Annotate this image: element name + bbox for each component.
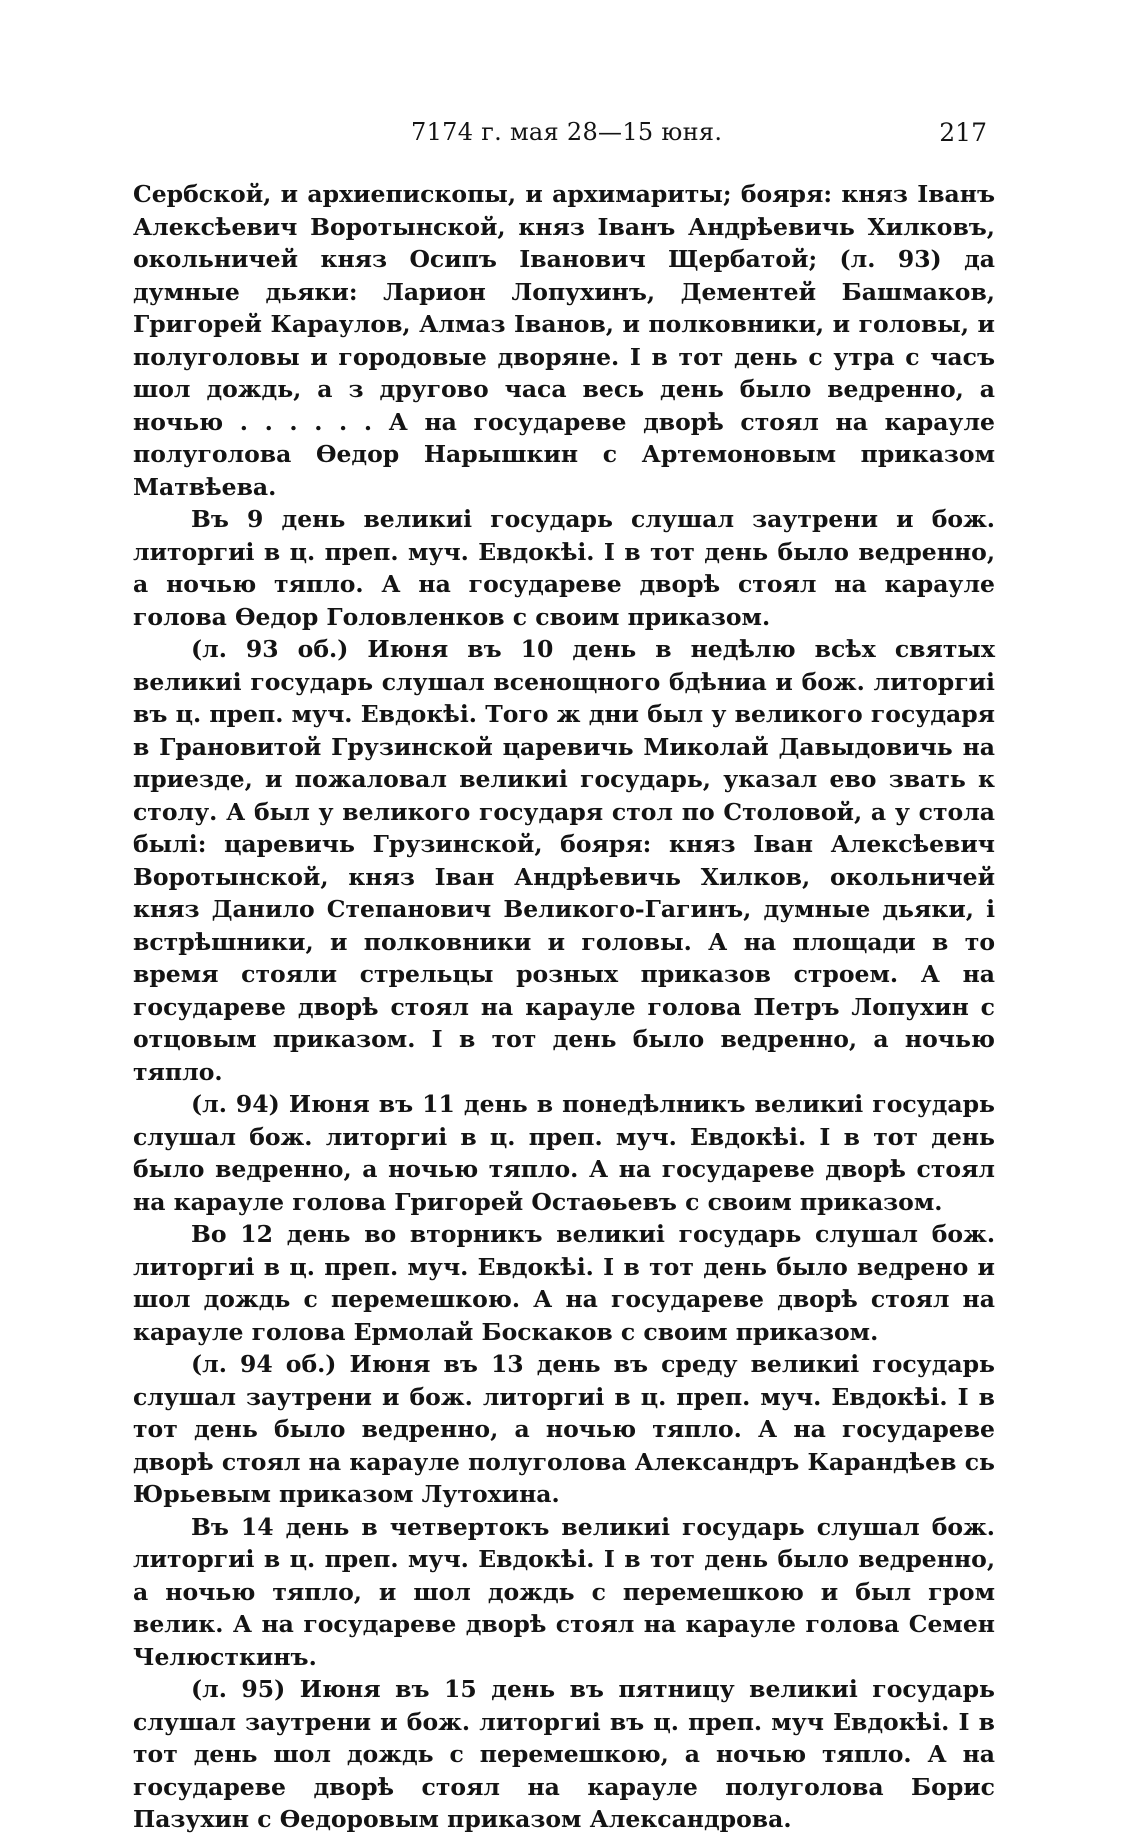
running-head-title: 7174 г. мая 28—15 юня. <box>411 118 723 146</box>
paragraph-day-15: (л. 95) Июня въ 15 день въ пятницу великиі государь слушал заутрени и бож. литоргиі въ ц. преп. муч Евдокѣі. І в тот день шол дождь с перемешкою, а ночью тяпло. А на государеве дворѣ стоял на карауле полуголова Борис Пазухин с Өедоровым приказом Александрова. <box>133 1675 995 1833</box>
paragraph-day-10: (л. 93 об.) Июня въ 10 день в недѣлю всѣх святых великиі государь слушал всенощного бдѣниа и бож. литоргиі въ ц. преп. муч. Евдокѣі. Того ж дни был у великого государя в Грановитой Грузинской царевичь Миколай Давыдовичь на приезде, и пожаловал великиі государь, указал ево звать к столу. А был у великого государя стол по Столовой, а у стола былі: царевичь Грузинской, бояря: княз Іван Алексѣевич Воротынской, княз Іван Андрѣевичь Хилков, окольничей княз Данило Степанович Великого-Гагинъ, думные дьяки, і встрѣшники, и полковники и головы. А на площади в то время стояли стрельцы розных приказов строем. А на государеве дворѣ стоял на карауле голова Петръ Лопухин с отцовым приказом. І в тот день было ведренно, а ночью тяпло. <box>133 635 995 1086</box>
text-body <box>133 178 995 1836</box>
paragraph-continuation: Сербской, и архиепископы, и архимариты; бояря: княз Іванъ Алексѣевич Воротынской, княз Іванъ Андрѣевичь Хилковъ, окольничей княз Осипъ Іванович Щербатой; (л. 93) да думные дьяки: Ларион Лопухинъ, Дементей Башмаков, Григорей Караулов, Алмаз Іванов, и полковники, и головы, и полуголовы и городовые дворяне. І в тот день с утра с часъ шол дождь, а з другово часа весь день было ведренно, а ночью . . . . . . А на государеве дворѣ стоял на карауле полуголова Өедор Нарышкин с Артемоновым приказом Матвѣева. <box>133 180 995 501</box>
paragraph-day-12: Во 12 день во вторникъ великиі государь слушал бож. литоргиі в ц. преп. муч. Евдокѣі. І в тот день было ведрено и шол дождь с перемешкою. А на государеве дворѣ стоял на карауле голова Ермолай Боскаков с своим приказом. <box>133 1220 995 1346</box>
paragraph-day-14: Въ 14 день в четвертокъ великиі государь слушал бож. литоргиі в ц. преп. муч. Евдокѣі. І в тот день было ведренно, а ночью тяпло, и шол дождь с перемешкою и был гром велик. А на государеве дворѣ стоял на карауле голова Семен Челюсткинъ. <box>133 1512 995 1671</box>
running-head <box>133 118 995 152</box>
paragraph-day-11: (л. 94) Июня въ 11 день в понедѣлникъ великиі государь слушал бож. литоргиі в ц. преп. муч. Евдокѣі. І в тот день было ведренно, а ночью тяпло. А на государеве дворѣ стоял на карауле голова Григорей Остаөьевъ с своим приказом. <box>133 1090 995 1216</box>
paragraph-day-9: Въ 9 день великиі государь слушал заутрени и бож. литоргиі в ц. преп. муч. Евдокѣі. І в тот день было ведренно, а ночью тяпло. А на государеве дворѣ стоял на карауле голова Өедор Головленков с своим приказом. <box>133 505 995 631</box>
page-number: 217 <box>939 118 987 147</box>
paragraph-day-13: (л. 94 об.) Июня въ 13 день въ среду великиі государь слушал заутрени и бож. литоргиі в ц. преп. муч. Евдокѣі. І в тот день было ведренно, а ночью тяпло. А на государеве дворѣ стоял на карауле полуголова Александръ Карандѣев сь Юрьевым приказом Лутохина. <box>133 1350 995 1508</box>
document-page <box>133 0 995 1833</box>
